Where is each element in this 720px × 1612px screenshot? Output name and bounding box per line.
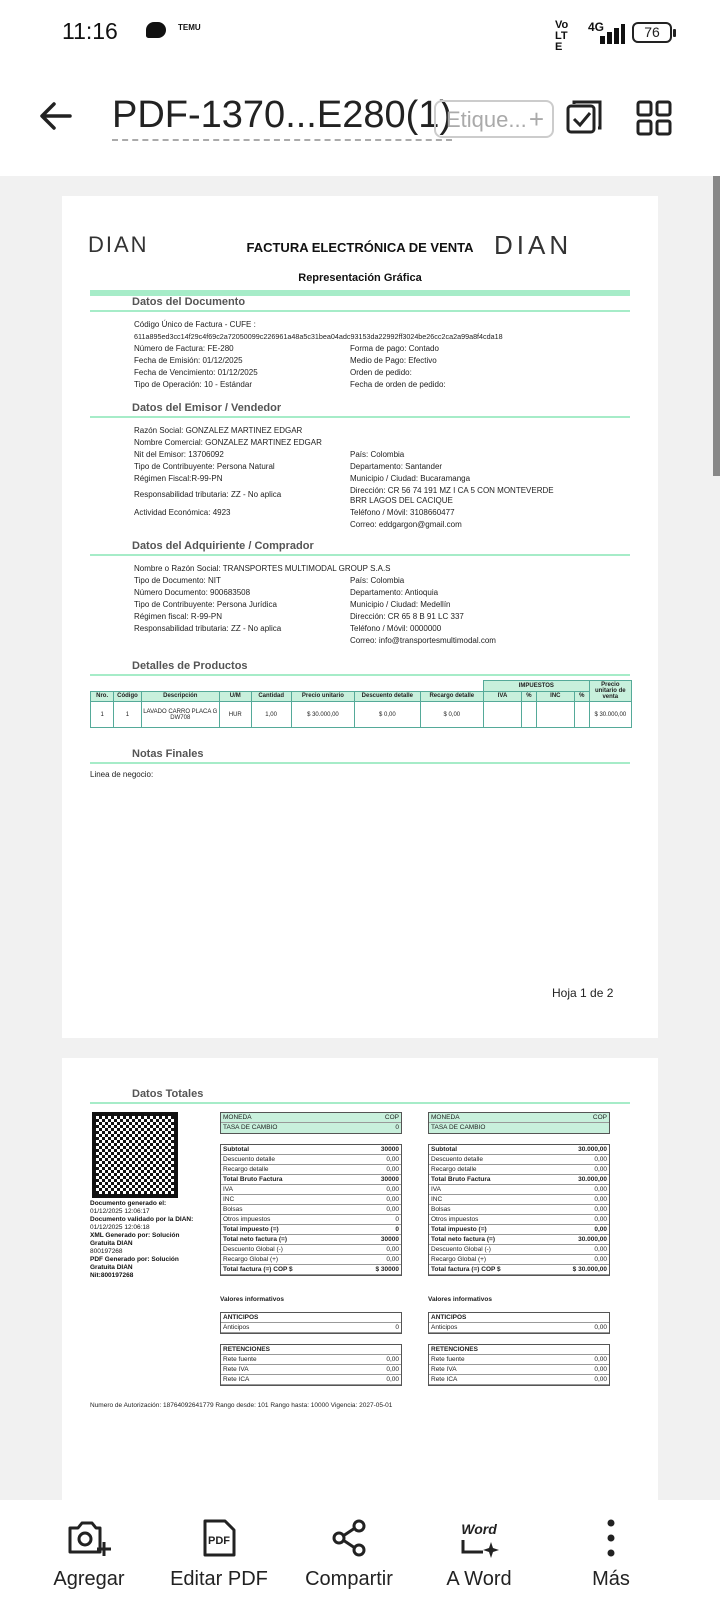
field: Responsabilidad tributaria: ZZ - No aplica bbox=[134, 624, 282, 633]
totals-row bbox=[429, 1195, 609, 1205]
label: Rete ICA bbox=[223, 1376, 250, 1383]
qr-line: Nit:800197268 bbox=[90, 1272, 134, 1279]
impuestos-header: IMPUESTOS bbox=[484, 681, 590, 692]
field: Teléfono / Móvil: 3108660477 bbox=[350, 508, 455, 517]
table-cell bbox=[522, 702, 537, 728]
field: Dirección: CR 56 74 191 MZ I CA 5 CON MONTEVERDE bbox=[350, 486, 554, 495]
column-header: U/M bbox=[219, 691, 251, 702]
retenciones-box-left bbox=[220, 1344, 402, 1386]
column-header: Recargo detalle bbox=[420, 691, 483, 702]
totals-box-right bbox=[428, 1144, 610, 1276]
value: 0 bbox=[395, 1324, 399, 1331]
totals-row bbox=[429, 1185, 609, 1195]
field: Número Documento: 900683508 bbox=[134, 588, 251, 597]
value: 0,00 bbox=[386, 1166, 399, 1173]
label: Total impuesto (=) bbox=[223, 1226, 279, 1233]
label: MONEDA bbox=[223, 1114, 252, 1121]
chat-notification-icon bbox=[146, 22, 166, 38]
value: 0,00 bbox=[386, 1246, 399, 1253]
valores-label-right: Valores informativos bbox=[428, 1296, 492, 1303]
value: 0,00 bbox=[594, 1186, 607, 1193]
field: Tipo de Contribuyente: Persona Natural bbox=[134, 462, 275, 471]
label: TASA DE CAMBIO bbox=[431, 1124, 486, 1131]
totals-row bbox=[429, 1165, 609, 1175]
table-cell: $ 0,00 bbox=[355, 702, 421, 728]
totals-box-left bbox=[220, 1144, 402, 1276]
more-button[interactable] bbox=[556, 1518, 666, 1591]
label: Subtotal bbox=[223, 1146, 249, 1153]
field: Medio de Pago: Efectivo bbox=[350, 356, 437, 365]
label: Descuento detalle bbox=[223, 1156, 276, 1163]
qr-line: PDF Generado por: Solución Gratuita DIAN bbox=[90, 1256, 179, 1271]
column-header: Nro. bbox=[91, 691, 114, 702]
signal-icon bbox=[592, 22, 624, 44]
label: Rete IVA bbox=[431, 1366, 457, 1373]
value: 0,00 bbox=[594, 1246, 607, 1253]
totals-row bbox=[221, 1323, 401, 1333]
dian-logo-right: DIAN bbox=[494, 230, 573, 260]
document-title[interactable]: PDF-1370...E280(1) bbox=[112, 94, 452, 141]
totals-row bbox=[221, 1185, 401, 1195]
label: Recargo Global (+) bbox=[223, 1256, 279, 1263]
dian-logo-left: DIAN bbox=[88, 232, 149, 257]
field: Responsabilidad tributaria: ZZ - No aplica bbox=[134, 490, 282, 499]
field: Razón Social: GONZALEZ MARTINEZ EDGAR bbox=[134, 426, 303, 435]
pdf-viewer[interactable] bbox=[0, 176, 720, 1500]
totals-row bbox=[429, 1345, 609, 1355]
temu-notification-icon: TEMU bbox=[178, 23, 201, 32]
field: Tipo de Operación: 10 - Estándar bbox=[134, 380, 252, 389]
label: Otros impuestos bbox=[431, 1216, 479, 1223]
invoice-subtitle: Representación Gráfica bbox=[298, 272, 422, 284]
more-vertical-icon bbox=[591, 1518, 631, 1558]
totals-row bbox=[221, 1375, 401, 1385]
totals-row bbox=[221, 1195, 401, 1205]
field: Actividad Económica: 4923 bbox=[134, 508, 231, 517]
section-adquiriente: Datos del Adquiriente / Comprador bbox=[132, 540, 314, 552]
totals-row bbox=[221, 1235, 401, 1245]
field: Tipo de Contribuyente: Persona Jurídica bbox=[134, 600, 277, 609]
field: Régimen Fiscal:R-99-PN bbox=[134, 474, 223, 483]
tag-placeholder: Etique... bbox=[446, 107, 527, 132]
divider bbox=[90, 762, 630, 764]
totals-row bbox=[221, 1365, 401, 1375]
value: 0,00 bbox=[386, 1156, 399, 1163]
totals-row bbox=[221, 1355, 401, 1365]
totals-row bbox=[429, 1365, 609, 1375]
value: 0,00 bbox=[594, 1196, 607, 1203]
label: ANTICIPOS bbox=[223, 1314, 259, 1321]
invoice-title: FACTURA ELECTRÓNICA DE VENTA bbox=[246, 240, 474, 255]
table-cell: $ 30.000,00 bbox=[589, 702, 631, 728]
totals-row bbox=[221, 1245, 401, 1255]
column-header: INC bbox=[536, 691, 574, 702]
column-header: IVA bbox=[484, 691, 522, 702]
value: 0,00 bbox=[386, 1196, 399, 1203]
divider bbox=[90, 310, 630, 312]
field: Municipio / Ciudad: Bucaramanga bbox=[350, 474, 471, 483]
field: Fecha de Vencimiento: 01/12/2025 bbox=[134, 368, 258, 377]
svg-text:Word: Word bbox=[461, 1521, 497, 1537]
value: 0,00 bbox=[386, 1186, 399, 1193]
totals-row bbox=[429, 1323, 609, 1333]
edit-pdf-button[interactable] bbox=[164, 1518, 274, 1591]
label: Total neto factura (=) bbox=[223, 1236, 287, 1243]
add-button[interactable] bbox=[34, 1518, 144, 1591]
cufe-label: Código Único de Factura - CUFE : bbox=[134, 320, 256, 329]
value: 0,00 bbox=[594, 1206, 607, 1213]
totals-row bbox=[429, 1375, 609, 1385]
edit-pdf-label: Editar PDF bbox=[170, 1568, 268, 1590]
field: Forma de pago: Contado bbox=[350, 344, 439, 353]
back-arrow-icon[interactable] bbox=[36, 96, 76, 136]
value: 30000 bbox=[380, 1236, 399, 1243]
totals-row bbox=[221, 1145, 401, 1155]
column-header: % bbox=[522, 691, 537, 702]
field: Dirección: CR 65 8 B 91 LC 337 bbox=[350, 612, 464, 621]
field: Departamento: Antioquia bbox=[350, 588, 439, 597]
label: Rete ICA bbox=[431, 1376, 458, 1383]
value: 0,00 bbox=[594, 1376, 607, 1383]
totals-row bbox=[429, 1175, 609, 1185]
word-icon bbox=[457, 1518, 501, 1558]
totals-row bbox=[429, 1205, 609, 1215]
label: ANTICIPOS bbox=[431, 1314, 467, 1321]
volte-indicator: Vo LTE bbox=[555, 19, 569, 53]
value: 0,00 bbox=[594, 1366, 607, 1373]
qr-line: XML Generado por: Solución Gratuita DIAN bbox=[90, 1232, 180, 1247]
pdf-page-2 bbox=[62, 1058, 658, 1500]
label: MONEDA bbox=[431, 1114, 460, 1121]
to-word-button[interactable] bbox=[424, 1518, 534, 1591]
bottom-action-bar bbox=[0, 1500, 720, 1612]
label: IVA bbox=[223, 1186, 233, 1193]
totals-row bbox=[429, 1145, 609, 1155]
label: Total factura (=) COP $ bbox=[431, 1266, 501, 1273]
column-header: Descuento detalle bbox=[355, 691, 421, 702]
totals-row bbox=[221, 1215, 401, 1225]
totals-row bbox=[221, 1345, 401, 1355]
qr-line: 01/12/2025 12:06:18 bbox=[90, 1224, 150, 1231]
divider bbox=[90, 554, 630, 556]
value: 0,00 bbox=[386, 1366, 399, 1373]
field: Fecha de orden de pedido: bbox=[350, 380, 446, 389]
value: $ 30000 bbox=[375, 1266, 399, 1273]
label: Anticipos bbox=[431, 1324, 458, 1331]
qr-line: 01/12/2025 12:06:17 bbox=[90, 1208, 150, 1215]
label: TASA DE CAMBIO bbox=[223, 1124, 278, 1131]
totals-row bbox=[429, 1215, 609, 1225]
field: Fecha de Emisión: 01/12/2025 bbox=[134, 356, 243, 365]
value: 0,00 bbox=[386, 1356, 399, 1363]
value: 0,00 bbox=[594, 1226, 607, 1233]
anticipos-box-right bbox=[428, 1312, 610, 1334]
label: INC bbox=[223, 1196, 235, 1203]
field: BRR LAGOS DEL CACIQUE bbox=[350, 496, 453, 505]
value: 0 bbox=[395, 1226, 399, 1233]
page-number: Hoja 1 de 2 bbox=[552, 986, 614, 1000]
label: Total Bruto Factura bbox=[431, 1176, 491, 1183]
table-cell: $ 0,00 bbox=[420, 702, 483, 728]
value: 30000 bbox=[380, 1176, 399, 1183]
label: RETENCIONES bbox=[223, 1346, 270, 1353]
value: COP bbox=[384, 1114, 399, 1121]
value: 0,00 bbox=[386, 1206, 399, 1213]
totals-row bbox=[429, 1235, 609, 1245]
totals-row bbox=[429, 1225, 609, 1235]
svg-text:PDF: PDF bbox=[208, 1535, 230, 1547]
label: Recargo Global (+) bbox=[431, 1256, 487, 1263]
label: Rete IVA bbox=[223, 1366, 249, 1373]
label: INC bbox=[431, 1196, 443, 1203]
value: 0,00 bbox=[594, 1256, 607, 1263]
label: Anticipos bbox=[223, 1324, 250, 1331]
divider bbox=[90, 674, 630, 676]
section-emisor: Datos del Emisor / Vendedor bbox=[132, 402, 282, 414]
value: 30.000,00 bbox=[578, 1236, 607, 1243]
label: Recargo detalle bbox=[431, 1166, 477, 1173]
totals-row bbox=[221, 1265, 401, 1275]
anticipos-box-left bbox=[220, 1312, 402, 1334]
top-toolbar bbox=[0, 64, 720, 176]
table-cell bbox=[484, 702, 522, 728]
label: Total factura (=) COP $ bbox=[223, 1266, 293, 1273]
totals-row bbox=[429, 1355, 609, 1365]
table-cell: HUR bbox=[219, 702, 251, 728]
label: Descuento Global (-) bbox=[223, 1246, 283, 1253]
field: Teléfono / Móvil: 0000000 bbox=[350, 624, 442, 633]
table-row bbox=[91, 702, 632, 728]
column-header: Descripción bbox=[141, 691, 219, 702]
battery-icon: 76 bbox=[632, 22, 672, 43]
label: Recargo detalle bbox=[223, 1166, 269, 1173]
field: Correo: info@transportesmultimodal.com bbox=[350, 636, 496, 645]
totals-row bbox=[429, 1245, 609, 1255]
totals-row bbox=[221, 1225, 401, 1235]
label: Rete fuente bbox=[223, 1356, 257, 1363]
more-label: Más bbox=[592, 1568, 630, 1590]
section-notas: Notas Finales bbox=[132, 748, 204, 760]
grid-view-icon[interactable] bbox=[634, 98, 674, 138]
label: IVA bbox=[431, 1186, 441, 1193]
table-header-row bbox=[91, 691, 632, 702]
value: 0,00 bbox=[594, 1216, 607, 1223]
totals-row bbox=[221, 1155, 401, 1165]
totals-row bbox=[429, 1155, 609, 1165]
label: Otros impuestos bbox=[223, 1216, 271, 1223]
totals-row bbox=[221, 1205, 401, 1215]
label: Total Bruto Factura bbox=[223, 1176, 283, 1183]
status-bar bbox=[0, 0, 720, 64]
field: País: Colombia bbox=[350, 450, 405, 459]
totals-row bbox=[429, 1255, 609, 1265]
tag-input[interactable] bbox=[434, 100, 554, 138]
qr-info bbox=[90, 1200, 194, 1280]
label: RETENCIONES bbox=[431, 1346, 478, 1353]
network-type: 4G bbox=[588, 20, 605, 34]
totals-row bbox=[221, 1255, 401, 1265]
divider bbox=[90, 416, 630, 418]
to-word-label: A Word bbox=[446, 1568, 512, 1590]
column-header: % bbox=[574, 691, 589, 702]
valores-label-left: Valores informativos bbox=[220, 1296, 284, 1303]
section-documento: Datos del Documento bbox=[132, 296, 246, 308]
scrollbar[interactable] bbox=[713, 176, 720, 476]
label: Descuento Global (-) bbox=[431, 1246, 491, 1253]
field: Nombre o Razón Social: TRANSPORTES MULTIMODAL GROUP S.A.S bbox=[134, 564, 391, 573]
table-cell: 1 bbox=[91, 702, 114, 728]
qr-code bbox=[92, 1112, 178, 1198]
section-productos: Detalles de Productos bbox=[132, 660, 248, 672]
table-cell: LAVADO CARRO PLACA G DW708 bbox=[141, 702, 219, 728]
value: 0,00 bbox=[594, 1324, 607, 1331]
totals-row bbox=[221, 1175, 401, 1185]
label: Rete fuente bbox=[431, 1356, 465, 1363]
cufe-value: 611a895ed3cc14f29c4f69c2a72050099c226961a48a5c31bea04adc93153da22992ff3024be26cc2ca2a99a8f4cda18 bbox=[134, 332, 503, 341]
section-totales: Datos Totales bbox=[132, 1088, 204, 1100]
field: Orden de pedido: bbox=[350, 368, 412, 377]
field: Correo: eddgargon@gmail.com bbox=[350, 520, 462, 529]
value: 30.000,00 bbox=[578, 1146, 607, 1153]
share-label: Compartir bbox=[305, 1568, 393, 1590]
products-table bbox=[90, 680, 632, 728]
totals-row bbox=[221, 1313, 401, 1323]
value: 0 bbox=[395, 1216, 399, 1223]
column-header: Código bbox=[114, 691, 141, 702]
column-header: Precio unitario bbox=[291, 691, 354, 702]
value: 0,00 bbox=[386, 1256, 399, 1263]
table-cell: 1,00 bbox=[251, 702, 291, 728]
field: Tipo de Documento: NIT bbox=[134, 576, 221, 585]
field: Régimen fiscal: R-99-PN bbox=[134, 612, 223, 621]
value: 0,00 bbox=[594, 1156, 607, 1163]
totals-row bbox=[221, 1165, 401, 1175]
field: Número de Factura: FE-280 bbox=[134, 344, 234, 353]
totals-row bbox=[429, 1313, 609, 1323]
qr-line: Documento validado por la DIAN: bbox=[90, 1216, 194, 1223]
value: 0,00 bbox=[594, 1166, 607, 1173]
label: Descuento detalle bbox=[431, 1156, 484, 1163]
label: Total impuesto (=) bbox=[431, 1226, 487, 1233]
divider bbox=[90, 1102, 630, 1104]
add-button-label: Agregar bbox=[53, 1568, 125, 1590]
select-icon[interactable] bbox=[564, 98, 604, 138]
label: Bolsas bbox=[223, 1206, 243, 1213]
column-header: Cantidad bbox=[251, 691, 291, 702]
share-icon bbox=[329, 1518, 369, 1558]
linea-negocio: Linea de negocio: bbox=[90, 770, 154, 779]
field: Nombre Comercial: GONZALEZ MARTINEZ EDGAR bbox=[134, 438, 322, 447]
value: 0 bbox=[395, 1124, 399, 1131]
value: 0,00 bbox=[594, 1356, 607, 1363]
value: COP bbox=[592, 1114, 607, 1121]
value: 0,00 bbox=[386, 1376, 399, 1383]
value: 30.000,00 bbox=[578, 1176, 607, 1183]
qr-line: 800197268 bbox=[90, 1248, 123, 1255]
add-tag-icon[interactable]: + bbox=[528, 104, 544, 134]
field: Nit del Emisor: 13706092 bbox=[134, 450, 224, 459]
precio-header: Precio unitario de venta bbox=[589, 681, 631, 702]
label: Subtotal bbox=[431, 1146, 457, 1153]
table-cell: 1 bbox=[114, 702, 141, 728]
share-button[interactable] bbox=[294, 1518, 404, 1591]
field: Municipio / Ciudad: Medellín bbox=[350, 600, 451, 609]
currency-box-left bbox=[220, 1112, 402, 1134]
value: $ 30.000,00 bbox=[572, 1266, 607, 1273]
clock: 11:16 bbox=[62, 18, 118, 44]
pdf-icon bbox=[199, 1518, 239, 1558]
add-camera-icon bbox=[66, 1518, 112, 1558]
qr-line: Documento generado el: bbox=[90, 1200, 167, 1207]
authorization-text: Numero de Autorización: 18764092641779 Rango desde: 101 Rango hasta: 10000 Vigencia: 2027-05-01 bbox=[90, 1402, 393, 1409]
table-cell bbox=[536, 702, 574, 728]
table-cell: $ 30.000,00 bbox=[291, 702, 354, 728]
label: Bolsas bbox=[431, 1206, 451, 1213]
pdf-page-1 bbox=[62, 196, 658, 1038]
value: 30000 bbox=[380, 1146, 399, 1153]
retenciones-box-right bbox=[428, 1344, 610, 1386]
table-cell bbox=[574, 702, 589, 728]
field: País: Colombia bbox=[350, 576, 405, 585]
totals-row bbox=[429, 1265, 609, 1275]
currency-box-right bbox=[428, 1112, 610, 1134]
field: Departamento: Santander bbox=[350, 462, 443, 471]
label: Total neto factura (=) bbox=[431, 1236, 495, 1243]
